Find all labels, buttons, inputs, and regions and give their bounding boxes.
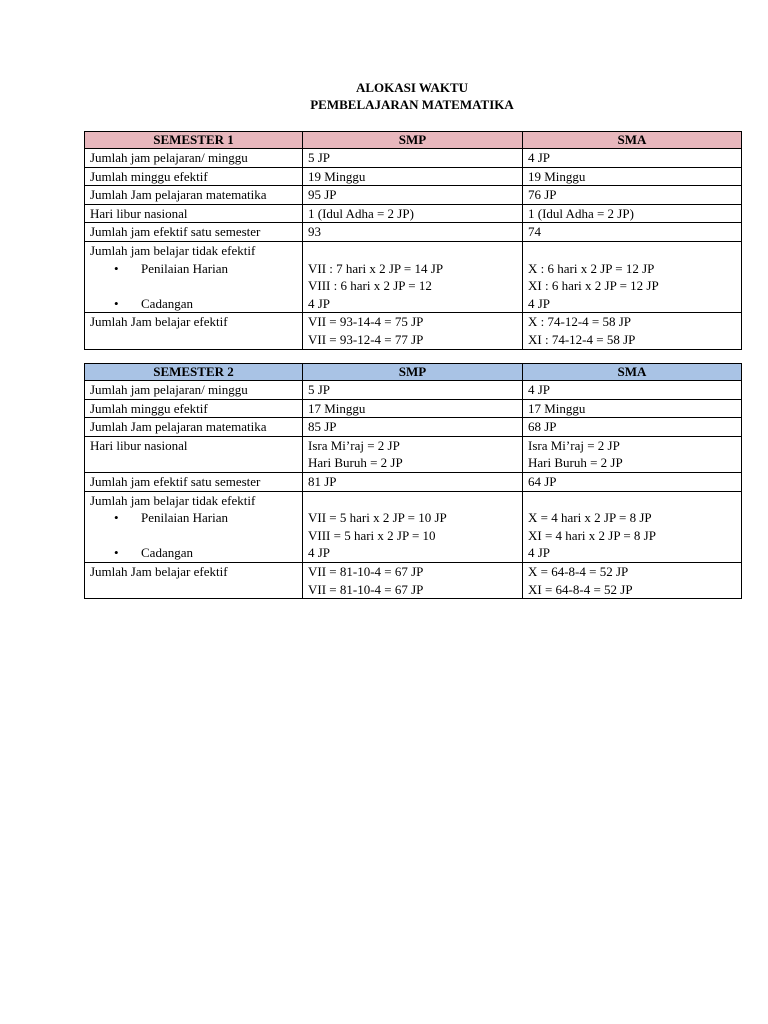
semester-1-table — [84, 131, 742, 350]
smp-value: 17 Minggu — [303, 399, 523, 418]
bullet-cadangan: Cadangan — [141, 545, 193, 561]
smp-line: VII = 93-14-4 = 75 JP — [308, 314, 424, 330]
table-row — [85, 204, 742, 223]
sma-line: Isra Mi’raj = 2 JP — [528, 437, 620, 453]
smp-value — [303, 491, 523, 562]
document-title: ALOKASI WAKTU — [355, 80, 469, 95]
table-row — [85, 241, 742, 312]
row-label: Jumlah jam pelajaran/ minggu — [85, 149, 303, 168]
table-row — [85, 399, 742, 418]
smp-value — [303, 313, 523, 349]
bullet-item — [90, 295, 297, 313]
smp-line: VII = 5 hari x 2 JP = 10 JP — [308, 510, 447, 526]
table-row — [85, 167, 742, 186]
sma-line: X : 74-12-4 = 58 JP — [528, 314, 632, 330]
sma-value — [523, 313, 742, 349]
sma-value — [523, 491, 742, 562]
row-label: Jumlah jam pelajaran/ minggu — [85, 381, 303, 400]
header-smp: SMP — [303, 364, 523, 381]
bullet-item — [90, 260, 297, 278]
sma-value: 64 JP — [523, 472, 742, 491]
table-row — [85, 149, 742, 168]
header-sma: SMA — [523, 364, 742, 381]
sma-line: XI : 74-12-4 = 58 JP — [528, 331, 636, 347]
sma-line: X = 64-8-4 = 52 JP — [528, 563, 629, 579]
table-row — [85, 186, 742, 205]
bullet-cadangan: Cadangan — [141, 295, 193, 311]
header-semester: SEMESTER 2 — [85, 364, 303, 381]
smp-value: 5 JP — [303, 149, 523, 168]
sma-line: X : 6 hari x 2 JP = 12 JP — [528, 260, 655, 276]
document-subtitle: PEMBELAJARAN MATEMATIKA — [310, 97, 514, 112]
smp-line: VIII = 5 hari x 2 JP = 10 — [308, 527, 436, 543]
sma-value: 19 Minggu — [523, 167, 742, 186]
table-header-row — [85, 364, 742, 381]
smp-value: 81 JP — [303, 472, 523, 491]
row-label: Jumlah Jam belajar efektif — [85, 562, 303, 598]
table-row — [85, 562, 742, 598]
smp-value: 5 JP — [303, 381, 523, 400]
row-label: Jumlah jam efektif satu semester — [85, 472, 303, 491]
row-label: Jumlah Jam belajar efektif — [85, 313, 303, 349]
smp-line: 4 JP — [308, 295, 331, 311]
table-row — [85, 491, 742, 562]
row-label: Hari libur nasional — [85, 204, 303, 223]
smp-line: VII = 81-10-4 = 67 JP — [308, 581, 424, 597]
table-row — [85, 418, 742, 437]
table-row — [85, 436, 742, 472]
smp-value: 1 (Idul Adha = 2 JP) — [303, 204, 523, 223]
smp-line: VII = 93-12-4 = 77 JP — [308, 331, 424, 347]
row-label-text: Jumlah jam belajar tidak efektif — [90, 492, 256, 508]
row-label: Hari libur nasional — [85, 436, 303, 472]
sma-value: 1 (Idul Adha = 2 JP) — [523, 204, 742, 223]
smp-value — [303, 436, 523, 472]
row-label: Jumlah Jam pelajaran matematika — [85, 418, 303, 437]
bullet-penilaian-harian: Penilaian Harian — [141, 510, 228, 526]
smp-value: 95 JP — [303, 186, 523, 205]
row-label — [85, 491, 303, 562]
header-smp: SMP — [303, 132, 523, 149]
table-row — [85, 223, 742, 242]
row-label: Jumlah Jam pelajaran matematika — [85, 186, 303, 205]
row-label — [85, 241, 303, 312]
header-semester: SEMESTER 1 — [85, 132, 303, 149]
sma-line: Hari Buruh = 2 JP — [528, 455, 623, 471]
sma-line: XI : 6 hari x 2 JP = 12 JP — [528, 278, 659, 294]
table-header-row — [85, 132, 742, 149]
smp-line: VII = 81-10-4 = 67 JP — [308, 563, 424, 579]
sma-value: 4 JP — [523, 149, 742, 168]
smp-value: 19 Minggu — [303, 167, 523, 186]
smp-value — [303, 562, 523, 598]
header-sma: SMA — [523, 132, 742, 149]
table-row — [85, 381, 742, 400]
smp-value: 85 JP — [303, 418, 523, 437]
sma-line: 4 JP — [528, 545, 551, 561]
sma-value: 17 Minggu — [523, 399, 742, 418]
sma-line: 4 JP — [528, 295, 551, 311]
sma-value — [523, 562, 742, 598]
sma-line: XI = 4 hari x 2 JP = 8 JP — [528, 527, 656, 543]
sma-value — [523, 241, 742, 312]
semester-2-table — [84, 363, 742, 599]
smp-line: 4 JP — [308, 545, 331, 561]
row-label: Jumlah jam efektif satu semester — [85, 223, 303, 242]
smp-line: Hari Buruh = 2 JP — [308, 455, 403, 471]
sma-value — [523, 436, 742, 472]
sma-value: 76 JP — [523, 186, 742, 205]
smp-value — [303, 241, 523, 312]
bullet-item — [90, 544, 297, 562]
smp-line: Isra Mi’raj = 2 JP — [308, 437, 400, 453]
bullet-penilaian-harian: Penilaian Harian — [141, 260, 228, 276]
table-row — [85, 313, 742, 349]
sma-line: X = 4 hari x 2 JP = 8 JP — [528, 510, 652, 526]
row-label: Jumlah minggu efektif — [85, 399, 303, 418]
sma-value: 74 — [523, 223, 742, 242]
bullet-item — [90, 509, 297, 527]
smp-line: VIII : 6 hari x 2 JP = 12 — [308, 278, 432, 294]
sma-value: 68 JP — [523, 418, 742, 437]
sma-line: XI = 64-8-4 = 52 JP — [528, 581, 633, 597]
row-label-text: Jumlah jam belajar tidak efektif — [90, 242, 256, 258]
row-label: Jumlah minggu efektif — [85, 167, 303, 186]
sma-value: 4 JP — [523, 381, 742, 400]
smp-value: 93 — [303, 223, 523, 242]
smp-line: VII : 7 hari x 2 JP = 14 JP — [308, 260, 444, 276]
table-row — [85, 472, 742, 491]
